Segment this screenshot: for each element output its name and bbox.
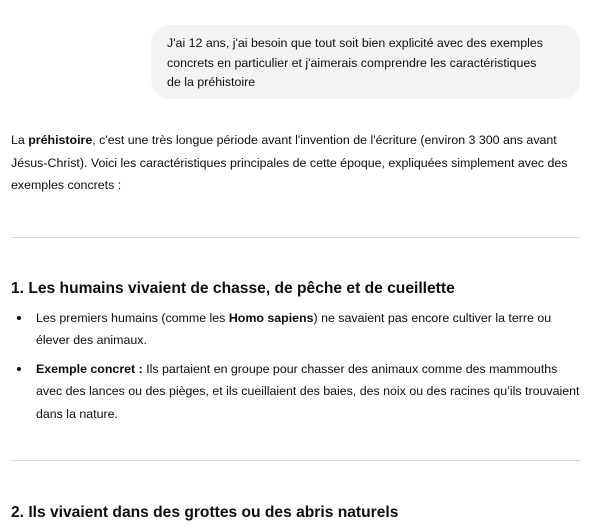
list-item-text: ) ne savaient pas encore cultiver la terre ou élever des animaux.: [36, 310, 552, 347]
section-divider: [11, 460, 580, 461]
list-item-text: Les premiers humains (comme les: [36, 310, 229, 325]
user-message-line: concrets en particulier et j'aimerais comprendre les caractéristiques: [167, 55, 537, 70]
bullet-dot-icon: [17, 367, 21, 371]
section-heading: 2. Ils vivaient dans des grottes ou des abris naturels: [11, 504, 399, 521]
intro-text: , c'est une très longue période avant l'invention de l'écriture (environ 3 300 ans avant Jésus-Christ). Voici les caractéristiques principales de cette époque, expliquées simplement avec des exemples concrets :: [11, 133, 568, 192]
user-message-bubble: [151, 25, 580, 99]
list-item: [36, 358, 583, 426]
section-divider: [11, 237, 580, 238]
list-item-text: Ils partaient en groupe pour chasser des animaux comme des mammouths avec des lances ou des pièges, et ils cueillaient des baies, des noix ou des racines qu’ils trouvaient dans la nature.: [36, 361, 580, 421]
intro-paragraph: [11, 129, 583, 197]
intro-text: La: [11, 133, 29, 147]
list-item-bold: Exemple concret :: [36, 361, 143, 376]
intro-bold-term: préhistoire: [28, 133, 93, 147]
list-item: [36, 307, 583, 352]
user-message-line: J'ai 12 ans, j'ai besoin que tout soit bien explicité avec des exemples: [167, 36, 543, 50]
list-item-bold: Homo sapiens: [228, 310, 314, 325]
assistant-response: [11, 129, 583, 523]
bullet-dot-icon: [17, 316, 21, 320]
user-message-line: de la préhistoire: [167, 75, 256, 89]
section-heading: 1. Les humains vivaient de chasse, de pêche et de cueillette: [11, 279, 455, 297]
bullet-list: [11, 307, 583, 426]
